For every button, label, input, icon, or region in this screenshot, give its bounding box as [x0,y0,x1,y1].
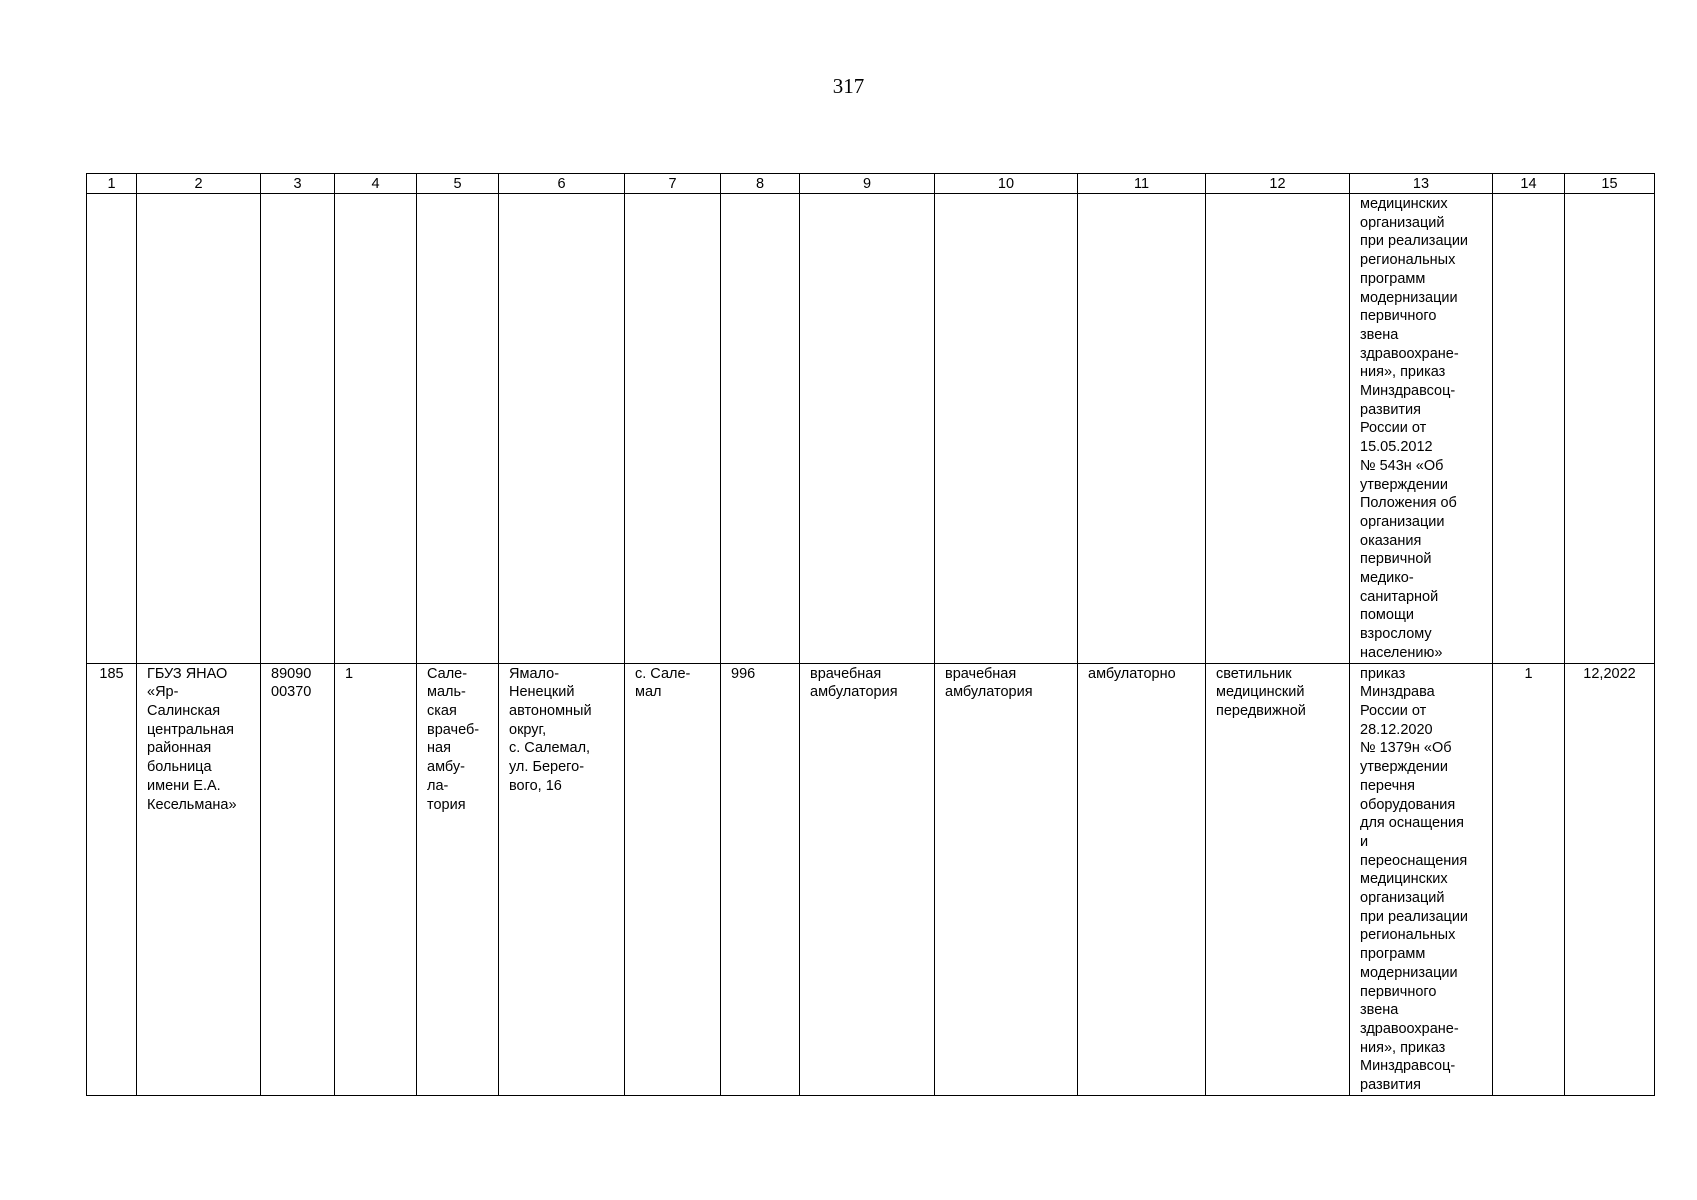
data-table [86,173,1655,1096]
column-header: 10 [935,174,1078,194]
column-header: 8 [721,174,800,194]
table-cell [335,194,417,664]
unit-type-cell: врачебная амбулатория [935,663,1078,1095]
table-row-continuation [87,194,1655,664]
column-header: 1 [87,174,137,194]
table-cell: 1 [335,663,417,1095]
table-cell [1565,194,1655,664]
column-header: 6 [499,174,625,194]
organization-cell: ГБУЗ ЯНАО «Яр- Салинская центральная районная больница имени Е.А. Кесельмана» [137,663,261,1095]
column-header: 11 [1078,174,1206,194]
unit-type-cell: врачебная амбулатория [800,663,935,1095]
date-cell: 12,2022 [1565,663,1655,1095]
table-cell [261,194,335,664]
table-cell [137,194,261,664]
column-header: 4 [335,174,417,194]
column-header: 5 [417,174,499,194]
table-cell [1206,194,1350,664]
column-header: 3 [261,174,335,194]
care-conditions-cell: амбулаторно [1078,663,1206,1095]
table-row-185 [87,663,1655,1095]
legal-basis-cell: приказ Минздрава России от 28.12.2020 № 1379н «Об утверждении перечня оборудования для оснащения и переоснащения медицинских организаций при реализации региональных программ модернизации первичного звена здравоохране- ния», приказ Минздравсоц- развития [1350,663,1493,1095]
column-header: 9 [800,174,935,194]
table-cell [499,194,625,664]
address-cell: Ямало- Ненецкий автономный округ, с. Салемал, ул. Берего- вого, 16 [499,663,625,1095]
table-cell [1493,194,1565,664]
table-cell [721,194,800,664]
column-header: 15 [1565,174,1655,194]
page-number: 317 [832,74,865,98]
legal-basis-cell: медицинских организаций при реализации региональных программ модернизации первичного звена здравоохране- ния», приказ Минздравсоц- развития России от 15.05.2012 № 543н «Об утверждении Положения об организации оказания первичной медико- санитарной помощи взрослому населению» [1350,194,1493,664]
column-header: 13 [1350,174,1493,194]
column-header: 12 [1206,174,1350,194]
row-number-cell: 185 [87,663,137,1095]
equipment-cell: светильник медицинский передвижной [1206,663,1350,1095]
settlement-cell: с. Сале- мал [625,663,721,1095]
table-cell [800,194,935,664]
unit-name-cell: Сале- маль- ская врачеб- ная амбу- ла- тория [417,663,499,1095]
table-cell [87,194,137,664]
table-header-row [87,174,1655,194]
table-cell [1078,194,1206,664]
column-header: 14 [1493,174,1565,194]
quantity-cell: 1 [1493,663,1565,1095]
table-cell [625,194,721,664]
column-header: 7 [625,174,721,194]
code-cell: 89090 00370 [261,663,335,1095]
column-header: 2 [137,174,261,194]
table-cell [935,194,1078,664]
table-cell [417,194,499,664]
table-cell: 996 [721,663,800,1095]
